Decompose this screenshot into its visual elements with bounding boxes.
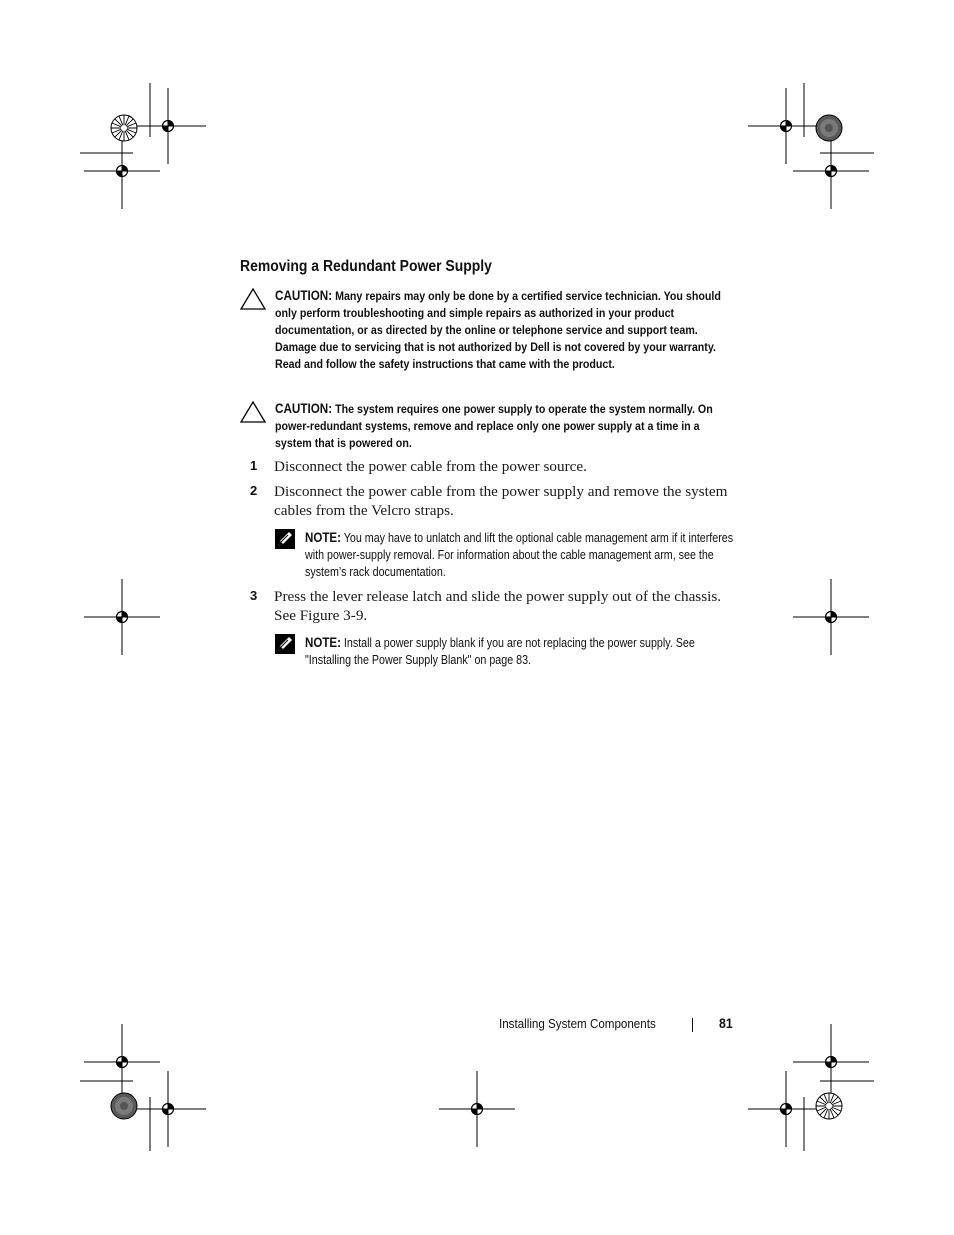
note-block bbox=[275, 634, 755, 669]
caution-label: CAUTION: bbox=[275, 288, 333, 303]
caution-triangle-icon bbox=[240, 288, 266, 310]
registration-crosshair-icon bbox=[130, 88, 206, 164]
caution-text bbox=[275, 400, 722, 452]
step-number: 2 bbox=[250, 483, 258, 498]
step-text: Disconnect the power cable from the power source. bbox=[274, 458, 587, 475]
step-number: 1 bbox=[250, 458, 258, 473]
step-item bbox=[250, 587, 750, 625]
registration-crosshair-icon bbox=[748, 1071, 824, 1147]
registration-crosshair-icon bbox=[84, 579, 160, 655]
registration-star-icon bbox=[111, 1093, 137, 1119]
caution-block bbox=[240, 287, 740, 373]
registration-star-icon bbox=[111, 115, 137, 141]
step-item bbox=[250, 482, 750, 520]
caution-block bbox=[240, 400, 740, 452]
caution-body: The system requires one power supply to operate the system normally. On power-redundant systems, remove and replace only one power supply at a time in a system that is powered on. bbox=[275, 402, 713, 450]
caution-triangle-icon bbox=[240, 401, 266, 423]
section-heading: Removing a Redundant Power Supply bbox=[240, 258, 492, 275]
note-pencil-icon bbox=[275, 634, 295, 654]
registration-crosshair-icon bbox=[130, 1071, 206, 1147]
registration-crosshair-icon bbox=[748, 88, 824, 164]
registration-star-icon bbox=[816, 1093, 842, 1119]
note-body: You may have to unlatch and lift the optional cable management arm if it interferes with power-supply removal. For information about the cable management arm, see the system’s rack documentation. bbox=[305, 531, 734, 579]
step-item bbox=[250, 457, 750, 476]
step-text: Press the lever release latch and slide the power supply out of the chassis. See Figure 3-9. bbox=[274, 588, 722, 624]
caution-body: Many repairs may only be done by a certified service technician. You should only perform troubleshooting and simple repairs as authorized in your product documentation, or as directed by the online or telephone service and support team. Damage due to servicing that is not authorized by Dell is not covered by your warranty. Read and follow the safety instructions that came with the product. bbox=[275, 289, 721, 371]
note-label: NOTE: bbox=[305, 635, 341, 650]
registration-crosshair-icon bbox=[793, 1024, 869, 1100]
caution-text bbox=[275, 287, 722, 373]
step-text: Disconnect the power cable from the power supply and remove the system cables from the Velcro straps. bbox=[274, 483, 728, 519]
note-text bbox=[305, 529, 740, 581]
footer-chapter-title: Installing System Components bbox=[499, 1016, 656, 1031]
note-body: Install a power supply blank if you are not replacing the power supply. See "Installing the Power Supply Blank" on page 83. bbox=[305, 636, 695, 667]
note-pencil-icon bbox=[275, 529, 295, 549]
registration-crosshair-icon bbox=[793, 579, 869, 655]
note-label: NOTE: bbox=[305, 530, 341, 545]
registration-crosshair-icon bbox=[84, 1024, 160, 1100]
registration-star-icon bbox=[816, 115, 842, 141]
registration-crosshair-icon bbox=[793, 133, 869, 209]
note-block bbox=[275, 529, 755, 581]
footer-divider bbox=[692, 1018, 693, 1032]
caution-label: CAUTION: bbox=[275, 401, 333, 416]
note-text bbox=[305, 634, 740, 669]
footer-page-number: 81 bbox=[719, 1015, 733, 1031]
registration-crosshair-icon bbox=[439, 1071, 515, 1147]
registration-crosshair-icon bbox=[84, 133, 160, 209]
step-number: 3 bbox=[250, 588, 258, 603]
